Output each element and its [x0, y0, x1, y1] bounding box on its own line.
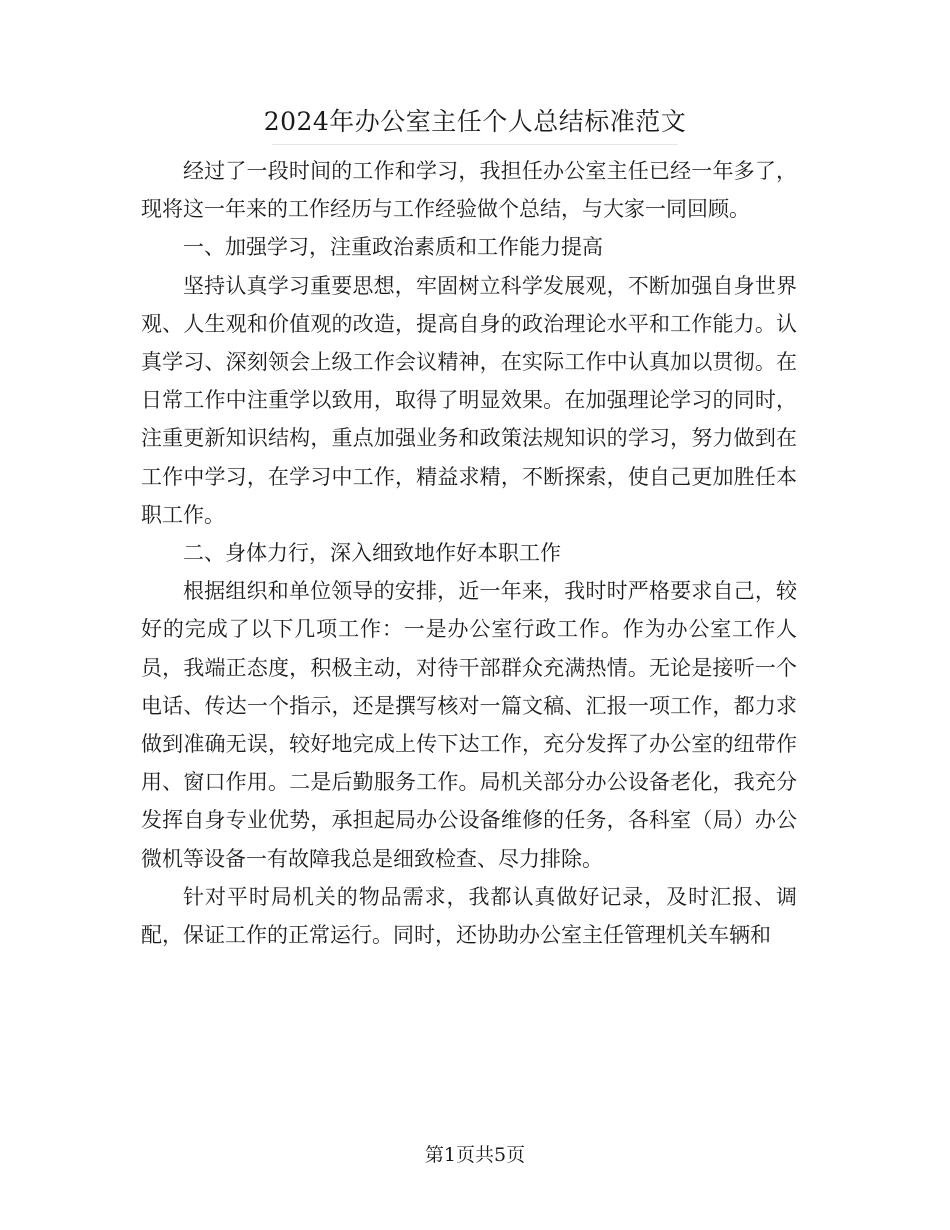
document-title: 2024年办公室主任个人总结标准范文 [263, 107, 687, 136]
section-heading-1: 一、加强学习，注重政治素质和工作能力提高 [183, 235, 603, 260]
section-heading-2: 二、身体力行，深入细致地作好本职工作 [183, 541, 561, 566]
title-underline [272, 144, 678, 145]
paragraph-intro: 经过了一段时间的工作和学习，我担任办公室主任已经一年多了，现将这一年来的工作经历与工作经验做个总结，与大家一同回顾。 [141, 159, 797, 222]
page-number: 第1页共5页 [424, 1144, 526, 1166]
paragraph-duties: 根据组织和单位领导的安排，近一年来，我时时严格要求自己，较好的完成了以下几项工作：一是办公室行政工作。作为办公室工作人员，我端正态度，积极主动，对待干部群众充满热情。无论是接听一个电话、传达一个指示，还是撰写核对一篇文稿、汇报一项工作，都力求做到准确无误，较好地完成上传下达工作，充分发挥了办公室的纽带作用、窗口作用。二是后勤服务工作。局机关部分办公设备老化，我充分发挥自身专业优势，承担起局办公设备维修的任务，各科室（局）办公微机等设备一有故障我总是细致检查、尽力排除。 [141, 579, 797, 871]
paragraph-study: 坚持认真学习重要思想，牢固树立科学发展观，不断加强自身世界观、人生观和价值观的改造，提高自身的政治理论水平和工作能力。认真学习、深刻领会上级工作会议精神，在实际工作中认真加以贯彻。在日常工作中注重学以致用，取得了明显效果。在加强理论学习的同时，注重更新知识结构，重点加强业务和政策法规知识的学习，努力做到在工作中学习，在学习中工作，精益求精，不断探索，使自己更加胜任本职工作。 [141, 273, 797, 527]
paragraph-supplies: 针对平时局机关的物品需求，我都认真做好记录，及时汇报、调配，保证工作的正常运行。同时，还协助办公室主任管理机关车辆和 [141, 884, 797, 948]
document-body [141, 152, 797, 954]
